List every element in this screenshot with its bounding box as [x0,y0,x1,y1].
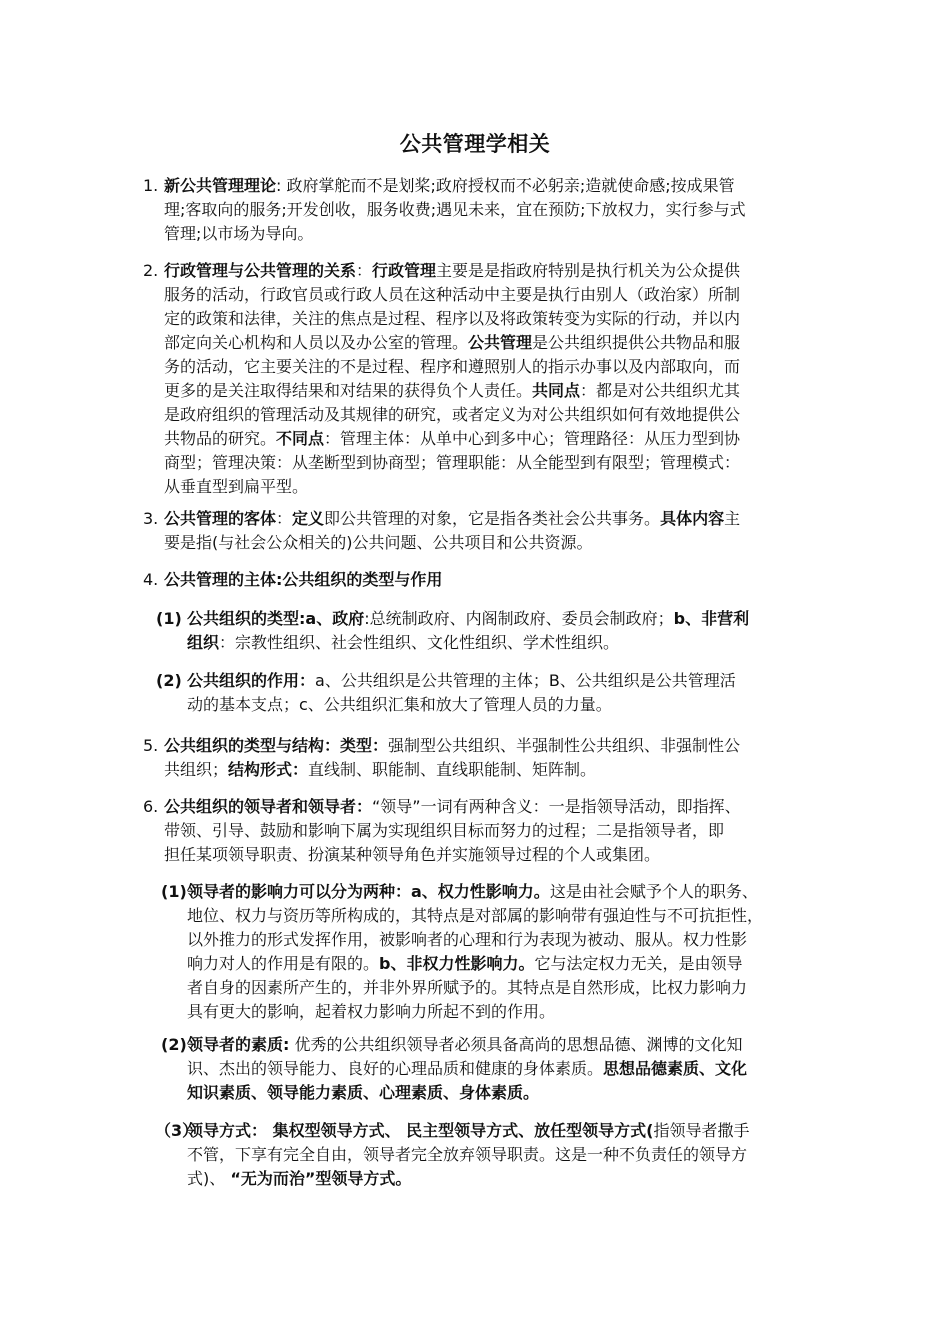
body-text: “领导”一词有两种含义：一是指领导活动，即指挥、 [372,797,741,816]
item-4-1 [156,607,827,655]
item-4 [143,568,824,592]
body-text: 强制型公共组织、半强制性公共组织、非强制性公 [388,736,741,755]
item-number: 4. [143,570,159,589]
body-text: 是政府组织的管理活动及其规律的研究，或者定义为对公共组织如何有效地提供公 [164,405,741,424]
body-text: 务的活动，它主要关注的不是过程、程序和遵照别人的指示办事以及内部取向，而 [164,357,741,376]
body-text: 共物品的研究。 [164,429,277,448]
text-line [164,174,824,198]
text-line [187,669,827,693]
body-text: 从垂直型到扁平型。 [164,477,309,496]
body-text: ：都是对公共组织尤其 [580,381,741,400]
bold-text: 领导者的影响力可以分为两种：a、权力性影响力。 [187,882,550,901]
body-text: 响力对人的作用是有限的。 [187,954,380,973]
text-line [187,631,827,655]
item-4-2 [156,669,827,717]
text-line [164,331,824,355]
bold-text: 公共管理的客体 [164,509,277,528]
text-line [164,568,824,592]
body-text: 服务的活动，行政官员或行政人员在这种活动中主要是执行由别人（政治家）所制 [164,285,741,304]
body-text: 理;客取向的服务;开发创收，服务收费;遇见未来，宜在预防;下放权力，实行参与式 [164,200,746,219]
item-number: 3. [143,509,159,528]
body-text: ： [276,509,293,528]
text-line [164,283,824,307]
bold-text: 结构形式： [228,760,309,779]
text-line [164,198,824,222]
body-text: :总统制政府、内阁制政府、委员会制政府； [364,609,674,628]
text-line [164,259,824,283]
bold-text: 定义 [292,509,325,528]
item-6-3 [155,1119,827,1191]
bold-text: 行政管理 [372,261,437,280]
body-text: 要是指(与社会公众相关的)公共问题、公共项目和公共资源。 [164,533,593,552]
text-line [164,222,824,246]
body-text: 具有更大的影响，起着权力影响力所起不到的作用。 [187,1002,556,1021]
text-line [164,795,824,819]
text-line [187,1081,827,1105]
item-6-2 [161,1033,827,1105]
bold-text: 领导方式： 集权型领导方式、 民主型领导方式、放任型领导方式( [187,1121,654,1140]
text-line [187,976,827,1000]
body-text: 识、杰出的领导能力、良好的心理品质和健康的身体素质。 [187,1059,604,1078]
body-text: 地位、权力与资历等所构成的，其特点是对部属的影响带有强迫性与不可抗拒性， [187,906,764,925]
body-text: 定的政策和法律，关注的焦点是过程、程序以及将政策转变为实际的行动，并以内 [164,309,741,328]
text-line [187,952,827,976]
item-number: (2) [161,1035,187,1054]
text-line [164,427,824,451]
text-line [164,758,824,782]
body-text: : 政府掌舵而不是划桨;政府授权而不必躬亲;造就使命感;按成果管 [276,176,735,195]
bold-text: 公共组织的作用： [187,671,316,690]
text-line [187,1033,827,1057]
body-text: 带领、引导、鼓励和影响下属为实现组织目标而努力的过程；二是指领导者，即 [164,821,725,840]
item-5 [143,734,824,782]
item-6 [143,795,824,867]
body-text: 它与法定权力无关，是由领导 [534,954,743,973]
bold-text: 行政管理与公共管理的关系 [164,261,357,280]
body-text: 更多的是关注取得结果和对结果的获得负个人责任。 [164,381,533,400]
body-text: 指领导者撒手 [653,1121,750,1140]
body-text: 主 [724,509,741,528]
text-line [187,607,827,631]
text-line [164,475,824,499]
item-number: 2. [143,261,159,280]
body-text: 式)、 [187,1169,231,1188]
bold-text: 领导者的素质: [187,1035,290,1054]
bold-text: 公共管理 [468,333,533,352]
item-6-1 [161,880,827,1024]
text-line [187,1167,827,1191]
text-line [164,843,824,867]
body-text: 管理;以市场为导向。 [164,224,314,243]
body-text: 优秀的公共组织领导者必须具备高尚的思想品德、渊博的文化知 [289,1035,743,1054]
bold-text: “无为而治”型领导方式。 [230,1169,412,1188]
text-line [164,355,824,379]
bold-text: 思想品德素质、文化 [603,1059,748,1078]
body-text: 部定向关心机构和人员以及办公室的管理。 [164,333,469,352]
item-3 [143,507,824,555]
text-line [164,507,824,531]
text-line [187,1119,827,1143]
body-text: a、公共组织是公共管理的主体；B、公共组织是公共管理活 [315,671,736,690]
text-line [164,403,824,427]
text-line [187,693,827,717]
bold-text: 公共组织的类型:a、政府 [187,609,365,628]
bold-text: 组织 [187,633,220,652]
page-title: 公共管理学相关 [399,132,551,156]
text-line [164,379,824,403]
text-line [164,819,824,843]
text-line [187,928,827,952]
body-text: 者自身的因素所产生的，并非外界所赋予的。其特点是自然形成，比权力影响力 [187,978,748,997]
bold-text: 公共管理的主体:公共组织的类型与作用 [164,570,443,589]
body-text: ：宗教性组织、社会性组织、文化性组织、学术性组织。 [219,633,620,652]
body-text: 直线制、职能制、直线职能制、矩阵制。 [308,760,597,779]
body-text: 担任某项领导职责、扮演某种领导角色并实施领导过程的个人或集团。 [164,845,661,864]
text-line [164,451,824,475]
item-1 [143,174,824,246]
text-line [187,1000,827,1024]
item-number: (1) [156,609,182,628]
item-number: (2) [156,671,182,690]
item-number: 1. [143,176,159,195]
bold-text: 公共组织的类型与结构：类型： [164,736,389,755]
body-text: 共组织； [164,760,229,779]
item-number: 5. [143,736,159,755]
text-line [187,1143,827,1167]
body-text: ： [356,261,373,280]
text-line [164,307,824,331]
text-line [187,1057,827,1081]
bold-text: 具体内容 [660,509,725,528]
body-text: 主要是是指政府特别是执行机关为公众提供 [436,261,741,280]
body-text: 是公共组织提供公共物品和服 [532,333,741,352]
body-text: ：管理主体：从单中心到多中心；管理路径：从压力型到协 [324,429,741,448]
text-line [164,734,824,758]
bold-text: b、非权力性影响力。 [379,954,535,973]
bold-text: 共同点 [532,381,581,400]
body-text: 即公共管理的对象，它是指各类社会公共事务。 [324,509,661,528]
item-2 [143,259,824,499]
bold-text: 公共组织的领导者和领导者： [164,797,373,816]
text-line [187,904,827,928]
bold-text: 知识素质、领导能力素质、心理素质、身体素质。 [187,1083,540,1102]
bold-text: 新公共管理理论 [164,176,277,195]
text-line [187,880,827,904]
body-text: 动的基本支点；c、公共组织汇集和放大了管理人员的力量。 [187,695,612,714]
bold-text: b、非营利 [673,609,750,628]
body-text: 不管，下享有完全自由，领导者完全放弃领导职责。这是一种不负责任的领导方 [187,1145,748,1164]
body-text: 这是由社会赋予个人的职务、 [549,882,758,901]
item-number: （3） [155,1121,199,1140]
bold-text: 不同点 [276,429,325,448]
text-line [164,531,824,555]
item-number: 6. [143,797,159,816]
body-text: 以外推力的形式发挥作用，被影响者的心理和行为表现为被动、服从。权力性影 [187,930,748,949]
item-number: (1) [161,882,187,901]
body-text: 商型；管理决策：从垄断型到协商型；管理职能：从全能型到有限型；管理模式： [164,453,741,472]
